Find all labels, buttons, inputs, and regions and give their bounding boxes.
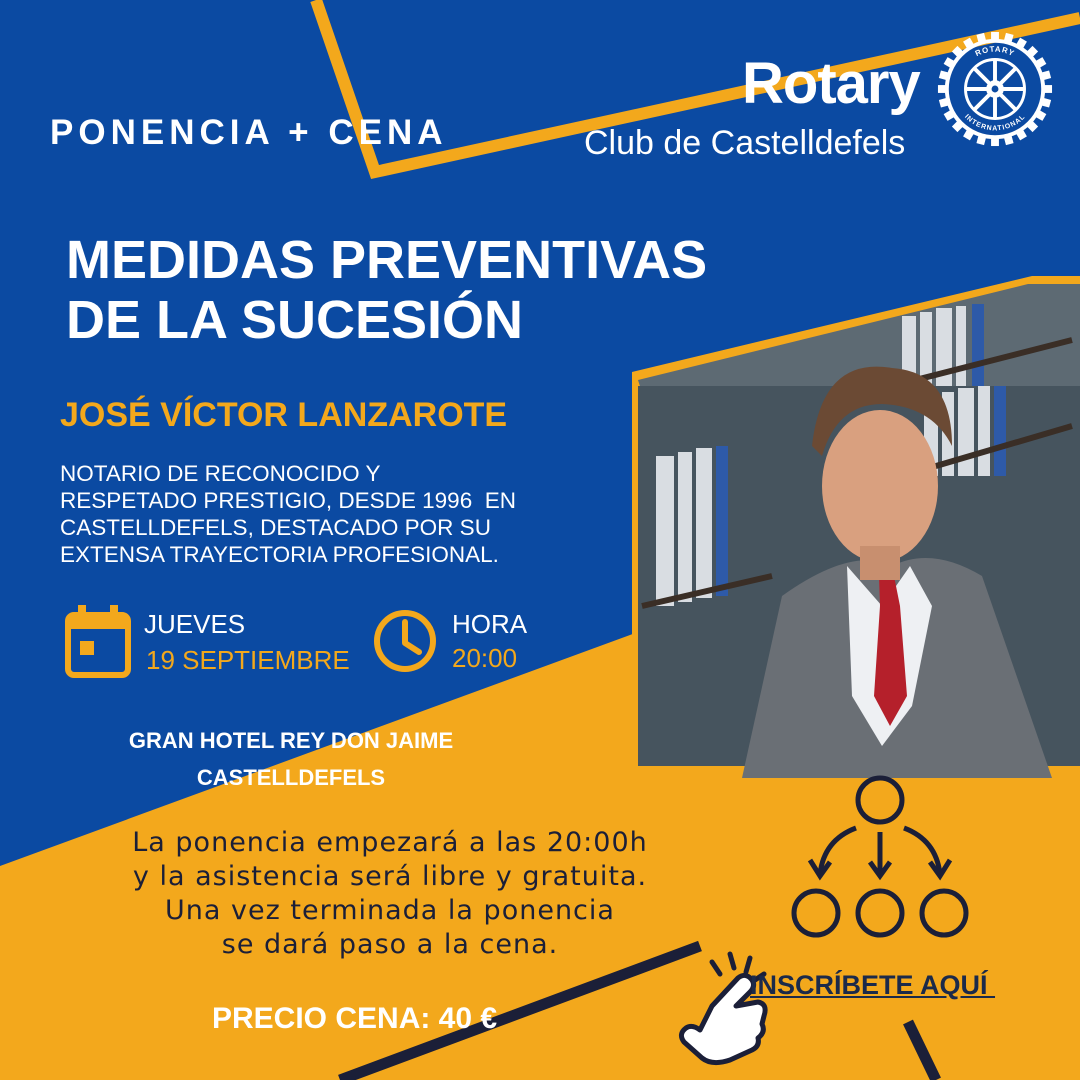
wheel-text-top: ROTARY — [973, 44, 1017, 59]
dinner-price: PRECIO CENA: 40 € — [212, 1002, 498, 1035]
note-line: se dará paso a la cena. — [221, 929, 559, 960]
bio-line: EXTENSA TRAYECTORIA PROFESIONAL. — [60, 542, 499, 567]
title-line: MEDIDAS PREVENTIVAS — [66, 230, 708, 290]
network-icon — [780, 770, 980, 945]
brand-subtitle: Club de Castelldefels — [584, 124, 906, 162]
hand-pointer-icon — [672, 948, 782, 1068]
bio-line: NOTARIO DE RECONOCIDO Y — [60, 461, 381, 486]
note-line: La ponencia empezará a las 20:00h — [132, 827, 648, 858]
note-line: Una vez terminada la ponencia — [165, 895, 615, 926]
event-type-label: PONENCIA + CENA — [50, 113, 448, 152]
speaker-photo — [632, 276, 1080, 778]
brand-name: Rotary — [742, 51, 920, 116]
speaker-name: JOSÉ VÍCTOR LANZAROTE — [60, 396, 508, 434]
venue-line: GRAN HOTEL REY DON JAIME — [128, 728, 454, 753]
time-value: 20:00 — [452, 643, 518, 673]
time-label: HORA — [452, 609, 528, 639]
clock-icon — [372, 608, 438, 674]
wheel-text-bottom: INTERNATIONAL — [963, 113, 1027, 133]
bio-line: RESPETADO PRESTIGIO, DESDE 1996 EN — [60, 488, 516, 513]
rotary-wheel-icon — [936, 30, 1054, 148]
svg-text:ROTARY — [974, 45, 1017, 59]
event-note — [95, 826, 685, 962]
bio-line: CASTELLDEFELS, DESTACADO POR SU — [60, 515, 491, 540]
date-label: JUEVES — [144, 609, 246, 639]
note-line: y la asistencia será libre y gratuita. — [132, 861, 648, 892]
date-value: 19 SEPTIEMBRE — [146, 645, 350, 675]
title-line: DE LA SUCESIÓN — [66, 290, 524, 350]
register-link[interactable]: INSCRÍBETE AQUÍ — [750, 970, 996, 1000]
speaker-bio — [60, 460, 620, 568]
venue — [68, 722, 514, 796]
venue-line: CASTELLDEFELS — [196, 765, 386, 790]
calendar-icon — [64, 603, 132, 679]
